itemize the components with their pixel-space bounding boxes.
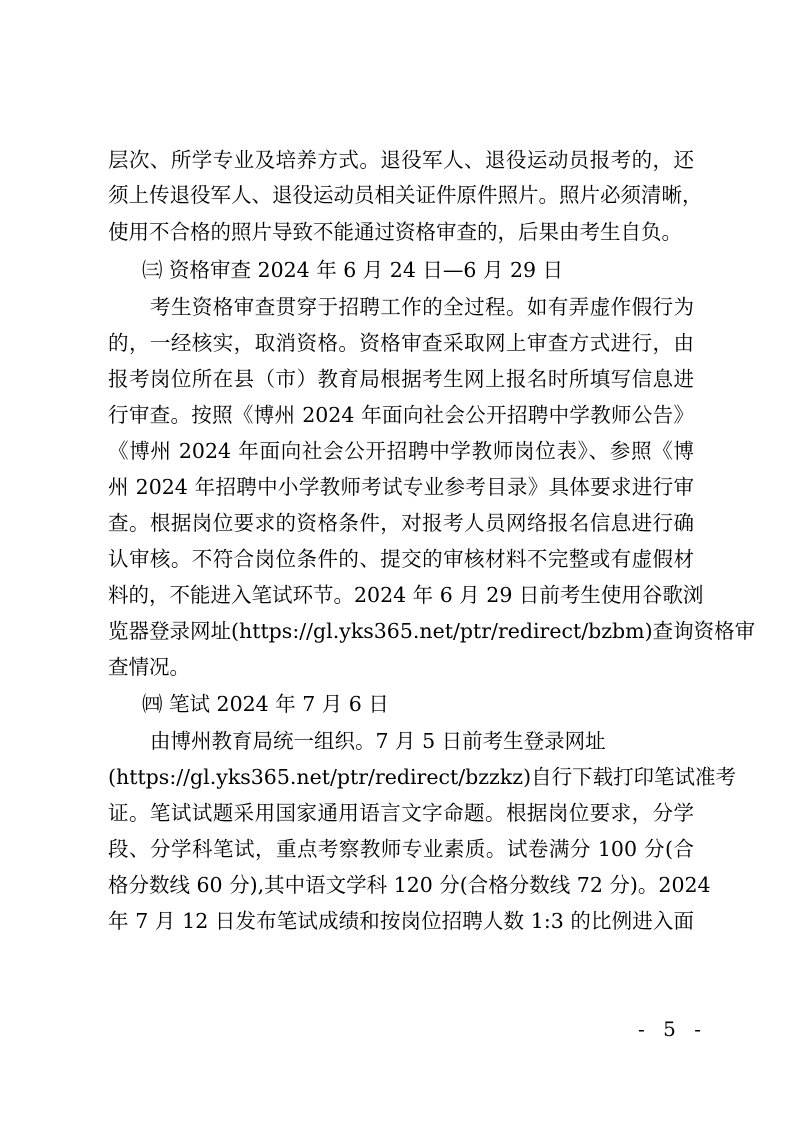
body-text-line: 使用不合格的照片导致不能通过资格审查的，后果由考生自负。	[108, 220, 682, 244]
body-text-line: 查。根据岗位要求的资格条件，对报考人员网络报名信息进行确	[108, 511, 694, 535]
body-text-line: 查情况。	[108, 655, 190, 679]
body-text-line: 由博州教育局统一组织。7 月 5 日前考生登录网址	[150, 729, 606, 753]
body-text-line: 层次、所学专业及培养方式。退役军人、退役运动员报考的，还	[108, 148, 694, 172]
body-text-line: 览器登录网址(https://gl.yks365.net/ptr/redirect/bzbm)查询资格审	[108, 619, 756, 643]
body-text-line: 考生资格审查贯穿于招聘工作的全过程。如有弄虚作假行为	[150, 295, 694, 319]
body-text-line: 年 7 月 12 日发布笔试成绩和按岗位招聘人数 1:3 的比例进入面	[108, 909, 694, 933]
body-text-line: 行审查。按照《博州 2024 年面向社会公开招聘中学教师公告》	[108, 403, 694, 427]
body-text-line: 报考岗位所在县（市）教育局根据考生网上报名时所填写信息进	[108, 367, 694, 391]
body-text-line: 格分数线 60 分),其中语文学科 120 分(合格分数线 72 分)。2024	[108, 873, 711, 897]
body-text-line: 州 2024 年招聘中小学教师考试专业参考目录》具体要求进行审	[108, 475, 694, 499]
body-text-line: 证。笔试试题采用国家通用语言文字命题。根据岗位要求，分学	[108, 801, 694, 825]
page-number: - 5 -	[638, 1017, 707, 1041]
body-text-line: 段、分学科笔试，重点考察教师专业素质。试卷满分 100 分(合	[108, 837, 694, 861]
section-heading-written-exam: ㈣ 笔试 2024 年 7 月 6 日	[142, 692, 389, 716]
body-text-line: 须上传退役军人、退役运动员相关证件原件照片。照片必须清晰，	[108, 183, 703, 207]
body-text-line: 认审核。不符合岗位条件的、提交的审核材料不完整或有虚假材	[108, 547, 694, 571]
body-text-line: 《博州 2024 年面向社会公开招聘中学教师岗位表》、参照《博	[108, 439, 694, 463]
body-text-line: 料的，不能进入笔试环节。2024 年 6 月 29 日前考生使用谷歌浏	[108, 583, 704, 607]
body-text-line: 的，一经核实，取消资格。资格审查采取网上审查方式进行，由	[108, 331, 694, 355]
body-text-line: (https://gl.yks365.net/ptr/redirect/bzzkz)自行下载打印笔试准考	[108, 765, 737, 789]
section-heading-qualification-review: ㈢ 资格审查 2024 年 6 月 24 日—6 月 29 日	[142, 258, 564, 282]
